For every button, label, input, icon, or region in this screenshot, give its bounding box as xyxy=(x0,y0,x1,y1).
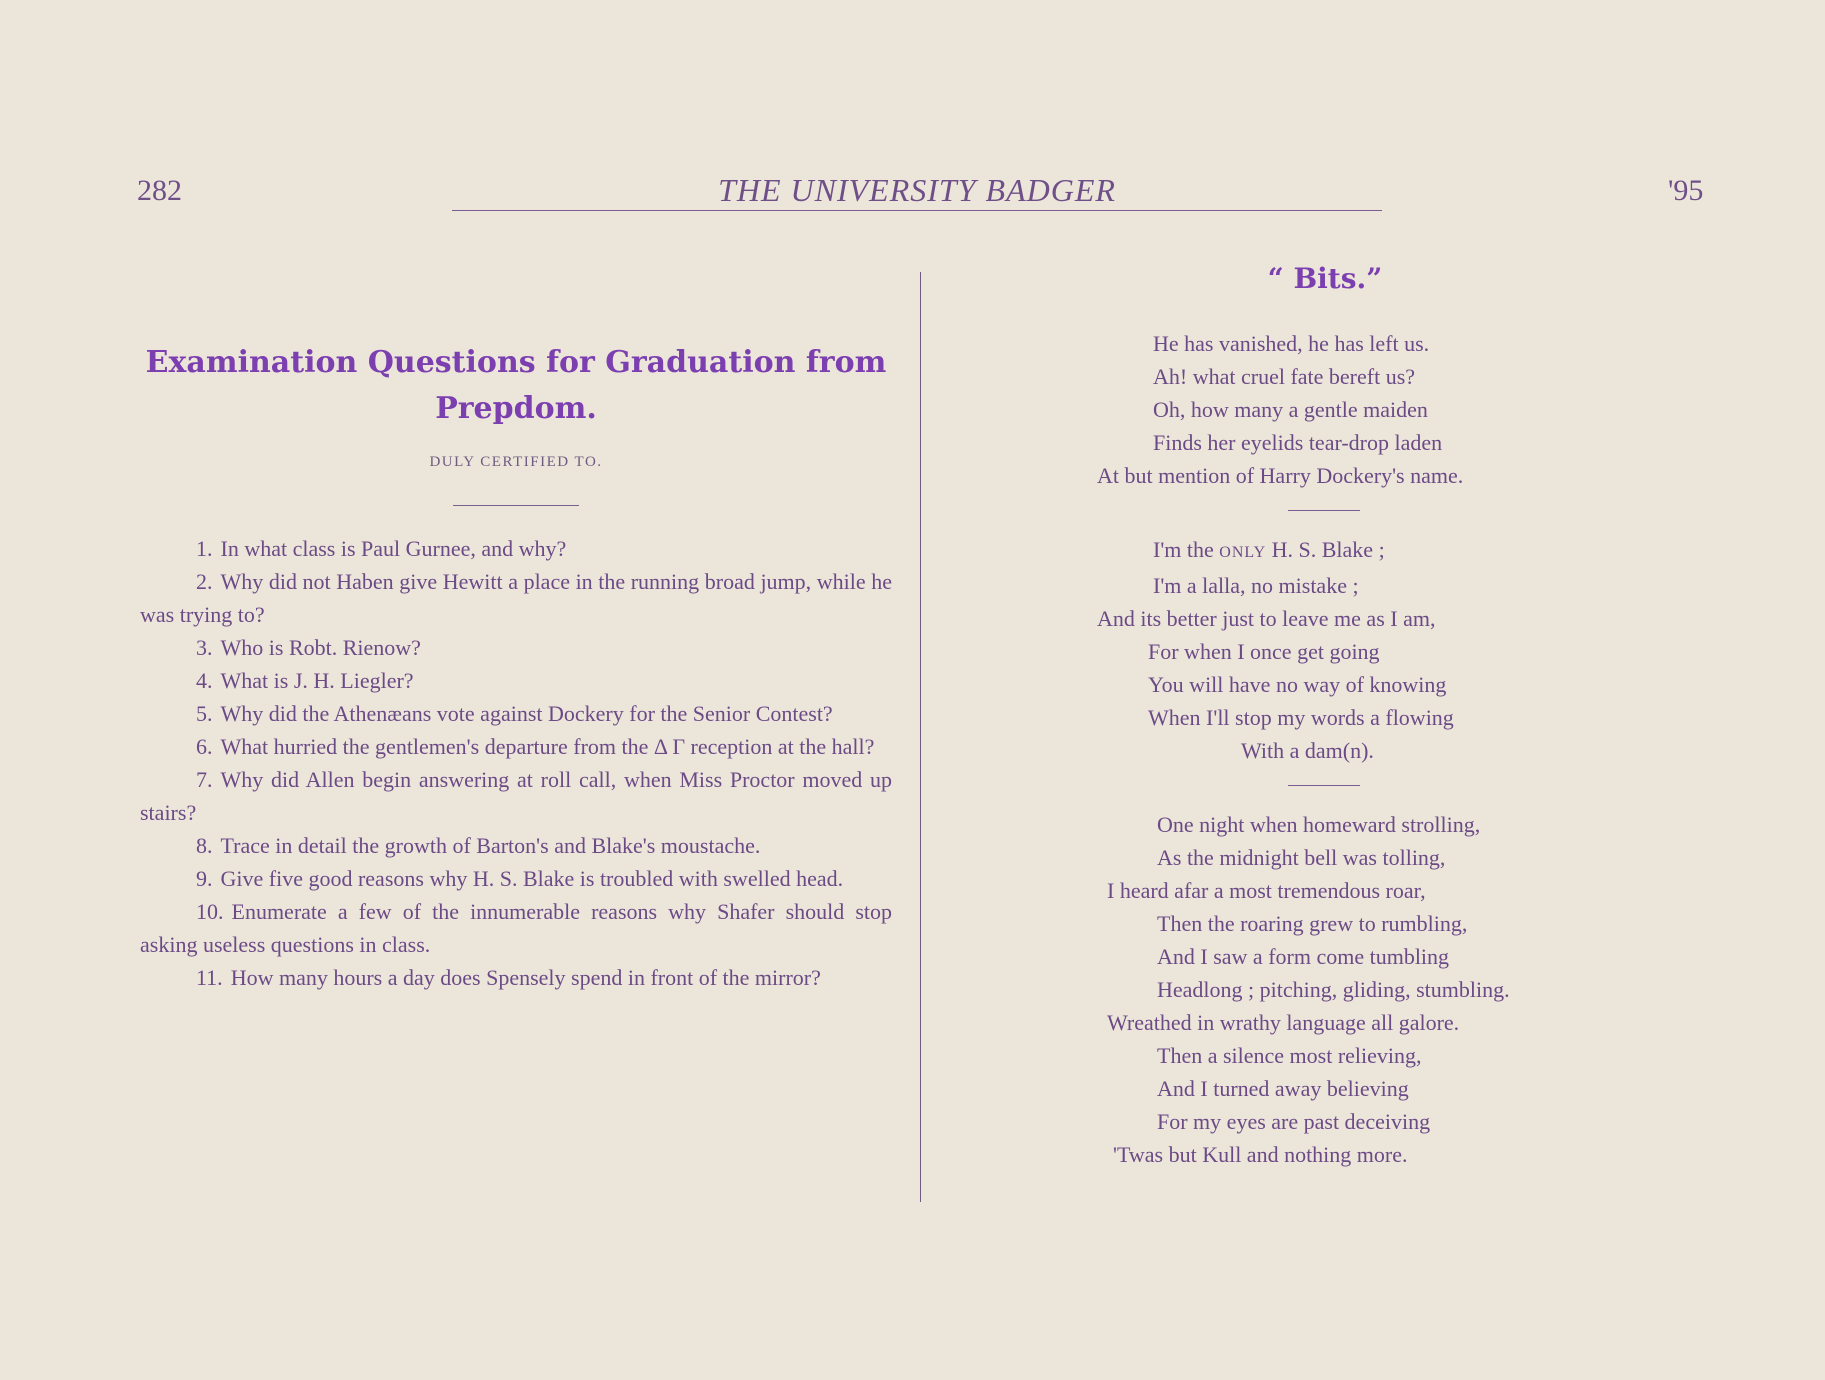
poem-line: Then the roaring grew to rumbling, xyxy=(1157,911,1468,936)
question-number: 11. xyxy=(196,965,223,990)
question-text: Give five good reasons why H. S. Blake is troubled with swelled head. xyxy=(220,866,844,891)
question-number: 7. xyxy=(196,767,213,792)
poem-text: H. S. Blake ; xyxy=(1266,537,1385,562)
poem-line xyxy=(985,533,1665,569)
question-list xyxy=(140,532,892,994)
question-number: 1. xyxy=(196,536,213,561)
exam-questions-section xyxy=(140,340,892,994)
poem-line: You will have no way of knowing xyxy=(1148,672,1447,697)
poem-stanza-3 xyxy=(985,808,1665,1171)
exam-title: Examination Questions for Graduation from Prepdom. xyxy=(145,345,887,426)
poem-line: I heard afar a most tremendous roar, xyxy=(1107,878,1426,903)
question-item xyxy=(140,664,892,697)
question-number: 9. xyxy=(196,866,213,891)
poem-line: Wreathed in wrathy language all galore. xyxy=(1107,1010,1460,1035)
bits-section xyxy=(985,262,1665,1171)
poem-line: With a dam(n). xyxy=(1241,738,1374,763)
header-rule xyxy=(452,210,1382,211)
question-text: What hurried the gentlemen's departure from the Δ Γ reception at the hall? xyxy=(220,734,875,759)
poem-line: For when I once get going xyxy=(1148,639,1380,664)
poem-text: I'm the xyxy=(1153,537,1220,562)
question-text: Why did not Haben give Hewitt a place in the running broad jump, while he was trying to? xyxy=(140,569,892,627)
poem-line: And its better just to leave me as I am, xyxy=(1097,606,1436,631)
column-divider xyxy=(920,272,921,1202)
poem-line: At but mention of Harry Dockery's name. xyxy=(1097,463,1464,488)
poem-line: Headlong ; pitching, gliding, stumbling. xyxy=(1157,977,1510,1002)
question-number: 3. xyxy=(196,635,213,660)
poem-line: Ah! what cruel fate bereft us? xyxy=(1153,364,1416,389)
stanza-rule xyxy=(1288,785,1360,786)
page-number: 282 xyxy=(137,174,182,207)
question-item xyxy=(140,829,892,862)
question-number: 4. xyxy=(196,668,213,693)
running-title: THE UNIVERSITY BADGER xyxy=(718,172,1116,208)
question-item xyxy=(140,697,892,730)
poem-line: As the midnight bell was tolling, xyxy=(1157,845,1446,870)
question-number: 8. xyxy=(196,833,213,858)
poem-stanza-2 xyxy=(985,533,1665,767)
question-text: What is J. H. Liegler? xyxy=(220,668,414,693)
poem-stanza-1 xyxy=(985,327,1665,492)
question-text: Why did the Athenæans vote against Dockery for the Senior Contest? xyxy=(220,701,833,726)
section-rule xyxy=(453,505,579,506)
year-mark: '95 xyxy=(1668,174,1704,207)
poem-line: Oh, how many a gentle maiden xyxy=(1153,397,1428,422)
question-number: 6. xyxy=(196,734,213,759)
question-number: 10. xyxy=(196,899,224,924)
poem-line: And I turned away believing xyxy=(1157,1076,1409,1101)
poem-line: 'Twas but Kull and nothing more. xyxy=(1113,1142,1408,1167)
question-item xyxy=(140,565,892,631)
question-item xyxy=(140,895,892,961)
question-text: Who is Robt. Rienow? xyxy=(220,635,421,660)
question-item xyxy=(140,961,892,994)
poem-line: And I saw a form come tumbling xyxy=(1157,944,1450,969)
question-item xyxy=(140,631,892,664)
question-text: Enumerate a few of the innumerable reasons why Shafer should stop asking useless questions in class. xyxy=(140,899,892,957)
stanza-rule xyxy=(1288,510,1360,511)
exam-subtitle: DULY CERTIFIED TO. xyxy=(429,454,603,470)
poem-line: When I'll stop my words a flowing xyxy=(1148,705,1454,730)
poem-line: Finds her eyelids tear-drop laden xyxy=(1153,430,1443,455)
poem-line: For my eyes are past deceiving xyxy=(1157,1109,1431,1134)
question-text: In what class is Paul Gurnee, and why? xyxy=(220,536,567,561)
question-text: Why did Allen begin answering at roll call, when Miss Proctor moved up stairs? xyxy=(140,767,892,825)
question-number: 2. xyxy=(196,569,213,594)
poem-line: One night when homeward strolling, xyxy=(1157,812,1481,837)
question-text: How many hours a day does Spensely spend in front of the mirror? xyxy=(230,965,821,990)
poem-line: He has vanished, he has left us. xyxy=(1153,331,1430,356)
question-item xyxy=(140,763,892,829)
question-item xyxy=(140,532,892,565)
poem-line: Then a silence most relieving, xyxy=(1157,1043,1422,1068)
question-item xyxy=(140,862,892,895)
question-number: 5. xyxy=(196,701,213,726)
question-item xyxy=(140,730,892,763)
bits-title: “ Bits.” xyxy=(1267,262,1383,295)
poem-line: I'm a lalla, no mistake ; xyxy=(1153,573,1359,598)
small-caps-word: ONLY xyxy=(1219,544,1267,561)
question-text: Trace in detail the growth of Barton's and Blake's moustache. xyxy=(220,833,761,858)
